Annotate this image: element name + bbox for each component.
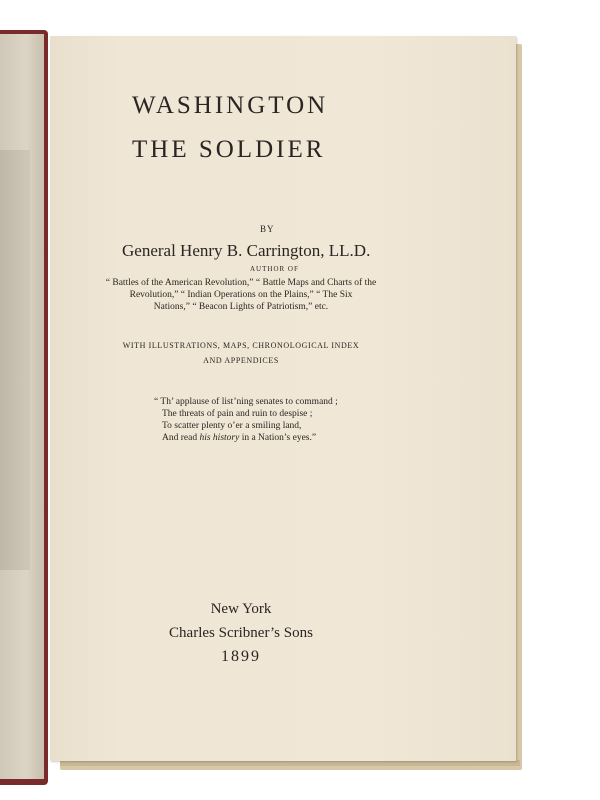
title-line-1: WASHINGTON xyxy=(132,92,329,119)
author-name: General Henry B. Carrington, LL.D. xyxy=(122,241,371,260)
epigraph-line-4 xyxy=(162,433,316,444)
epigraph-line-1: “ Th’ applause of list’ning senates to command ; xyxy=(154,397,338,407)
byline-by: BY xyxy=(260,224,275,234)
works-line-3: Nations,” “ Beacon Lights of Patriotism,” etc. xyxy=(153,302,329,312)
epigraph-line-4-end: in a Nation’s eyes.” xyxy=(239,433,317,443)
contents-note-line-2: AND APPENDICES xyxy=(203,356,279,365)
epigraph-line-3: To scatter plenty o’er a smiling land, xyxy=(162,421,302,431)
frontispiece-plate-edge xyxy=(0,150,30,570)
works-line-1: “ Battles of the American Revolution,” “ Battle Maps and Charts of the xyxy=(105,278,377,288)
title-page xyxy=(50,36,516,761)
imprint-city: New York xyxy=(210,601,272,617)
title-line-2: THE SOLDIER xyxy=(132,136,326,163)
works-line-2: Revolution,” “ Indian Operations on the Plains,” “ The Six xyxy=(129,290,353,300)
imprint-year: 1899 xyxy=(221,648,261,665)
epigraph-line-4-start: And read xyxy=(162,433,200,443)
author-of-label: AUTHOR OF xyxy=(250,265,299,273)
epigraph-emphasis: his history xyxy=(199,433,240,443)
imprint-publisher: Charles Scribner’s Sons xyxy=(169,625,313,641)
contents-note-line-1: WITH ILLUSTRATIONS, MAPS, CHRONOLOGICAL INDEX xyxy=(122,341,360,350)
epigraph-line-2: The threats of pain and ruin to despise ; xyxy=(162,409,313,419)
